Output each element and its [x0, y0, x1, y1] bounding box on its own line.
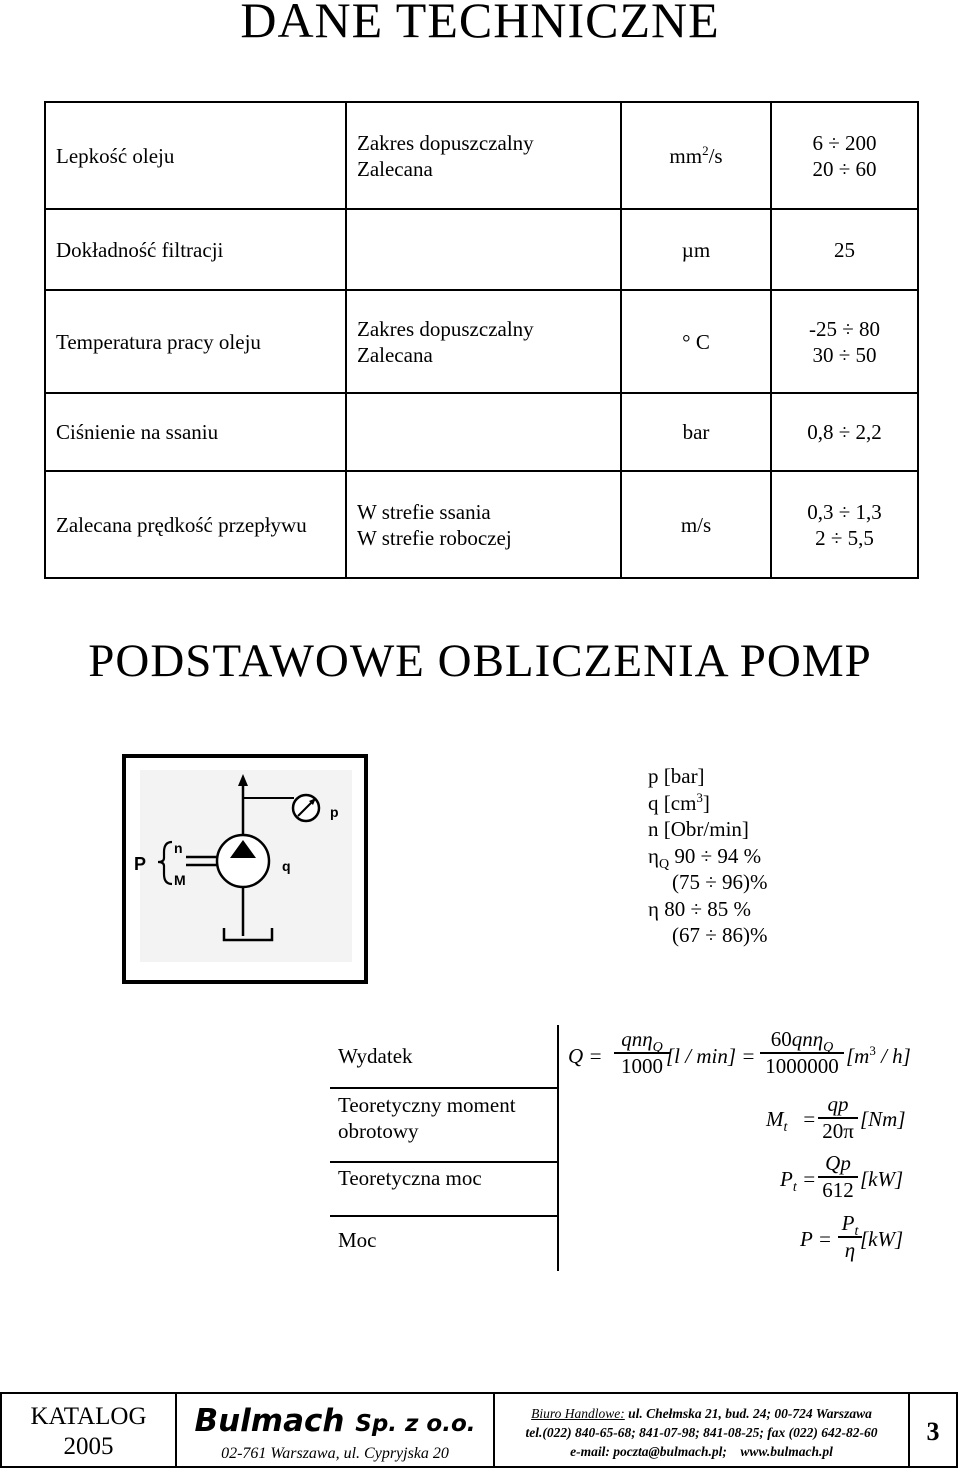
value-text: 2 ÷ 5,5: [815, 525, 874, 550]
spec-conditions: [346, 393, 621, 471]
spec-unit: m/s: [621, 471, 771, 578]
param-eta: η 80 ÷ 85 %: [648, 896, 752, 921]
param-n: n [Obr/min]: [648, 817, 749, 841]
spec-unit: µm: [621, 209, 771, 290]
label-M: M: [174, 872, 186, 888]
spec-unit: $mm^2/s$: [621, 102, 771, 209]
param-eta-q: $\eta_Q$ 90 ÷ 94 %: [648, 843, 762, 872]
page-number: 3: [926, 1417, 940, 1446]
spec-unit: bar: [621, 393, 771, 471]
table-row: [45, 102, 918, 209]
label-moment: Teoretyczny moment obrotowy: [338, 1093, 516, 1143]
spec-unit: ° C: [621, 290, 771, 393]
pump-symbol-icon: [126, 758, 364, 980]
param-p: p [bar]: [648, 764, 705, 788]
label-wydatek: Wydatek: [338, 1044, 413, 1068]
email-link[interactable]: e-mail: poczta@bulmach.pl;: [570, 1444, 727, 1459]
table-row: [45, 393, 918, 471]
pump-diagram: [122, 754, 368, 984]
spec-conditions: [346, 102, 621, 209]
value-text: 0,3 ÷ 1,3: [807, 499, 882, 524]
spec-values: 25: [771, 209, 918, 290]
value-text: -25 ÷ 80: [808, 316, 881, 341]
pump-parameters: [648, 763, 768, 949]
divider: [330, 1215, 557, 1217]
spec-values: [771, 102, 918, 209]
value-text: 30 ÷ 50: [812, 342, 877, 367]
divider: [330, 1087, 557, 1089]
condition-text: Zalecana: [357, 342, 433, 367]
label-moc-teoretyczna: Teoretyczna moc: [338, 1166, 482, 1190]
spec-name: Zalecana prędkość przepływu: [45, 471, 346, 578]
website-link[interactable]: www.bulmach.pl: [740, 1444, 833, 1459]
condition-text: Zakres dopuszczalny: [357, 316, 534, 341]
condition-text: Zakres dopuszczalny: [357, 130, 534, 155]
label-n: n: [174, 840, 183, 856]
table-row: [45, 290, 918, 393]
sales-office-contact: [495, 1442, 908, 1461]
spec-conditions: [346, 209, 621, 290]
param-eta-q-alt: (75 ÷ 96)%: [672, 870, 768, 894]
section-title: PODSTAWOWE OBLICZENIA POMP: [88, 635, 872, 687]
table-row: [45, 209, 918, 290]
spec-name: Dokładność filtracji: [45, 209, 346, 290]
sales-office-cell: [495, 1394, 910, 1466]
param-eta-alt: (67 ÷ 86)%: [672, 923, 768, 947]
catalog-cell: [2, 1394, 177, 1466]
footer: [0, 1392, 958, 1468]
table-row: [45, 471, 918, 578]
spec-conditions: [346, 290, 621, 393]
formulas-block: Wydatek Teoretyczny moment obrotowy Teoretyczna moc Moc Q = qnη$_Q$ 1000 [l / min] = 60qnη$_Q$ 1000000 $[m^3 / h]$ $M_t$ = qp 20π [Nm] $P_t$ = Qp 612 [kW] P = $P_t$ η [kW]: [330, 1025, 930, 1273]
condition-text: Zalecana: [357, 156, 433, 181]
value-text: 6 ÷ 200: [812, 130, 877, 155]
spec-name: Lepkość oleju: [45, 102, 346, 209]
param-q: q $[cm^3]$: [648, 789, 710, 815]
label-q: q: [282, 858, 291, 874]
specs-table: [44, 101, 919, 579]
condition-text: W strefie ssania: [357, 499, 491, 524]
spec-values: [771, 471, 918, 578]
divider: [557, 1025, 559, 1271]
spec-conditions: [346, 471, 621, 578]
label-moc: Moc: [338, 1228, 377, 1252]
catalog-label: KATALOG: [30, 1403, 147, 1430]
divider: [330, 1161, 557, 1163]
catalog-year: 2005: [63, 1433, 114, 1460]
sales-office-address: Biuro Handlowe: ul. Chełmska 21, bud. 24; 00-724 Warszawa: [531, 1406, 872, 1421]
value-text: 20 ÷ 60: [812, 156, 877, 181]
company-brand: Bulmach Sp. z o.o.: [194, 1403, 476, 1439]
sales-office-phones: tel.(022) 840-65-68; 841-07-98; 841-08-25; fax (022) 642-82-60: [525, 1425, 878, 1440]
condition-text: W strefie roboczej: [357, 525, 512, 550]
spec-values: 0,8 ÷ 2,2: [771, 393, 918, 471]
spec-values: [771, 290, 918, 393]
spec-name: Ciśnienie na ssaniu: [45, 393, 346, 471]
page-title: DANE TECHNICZNE: [240, 0, 720, 48]
company-cell: [177, 1394, 495, 1466]
company-address: 02-761 Warszawa, ul. Cypryjska 20: [221, 1445, 449, 1462]
label-p: p: [330, 804, 339, 820]
spec-name: Temperatura pracy oleju: [45, 290, 346, 393]
label-P: P: [134, 854, 147, 874]
